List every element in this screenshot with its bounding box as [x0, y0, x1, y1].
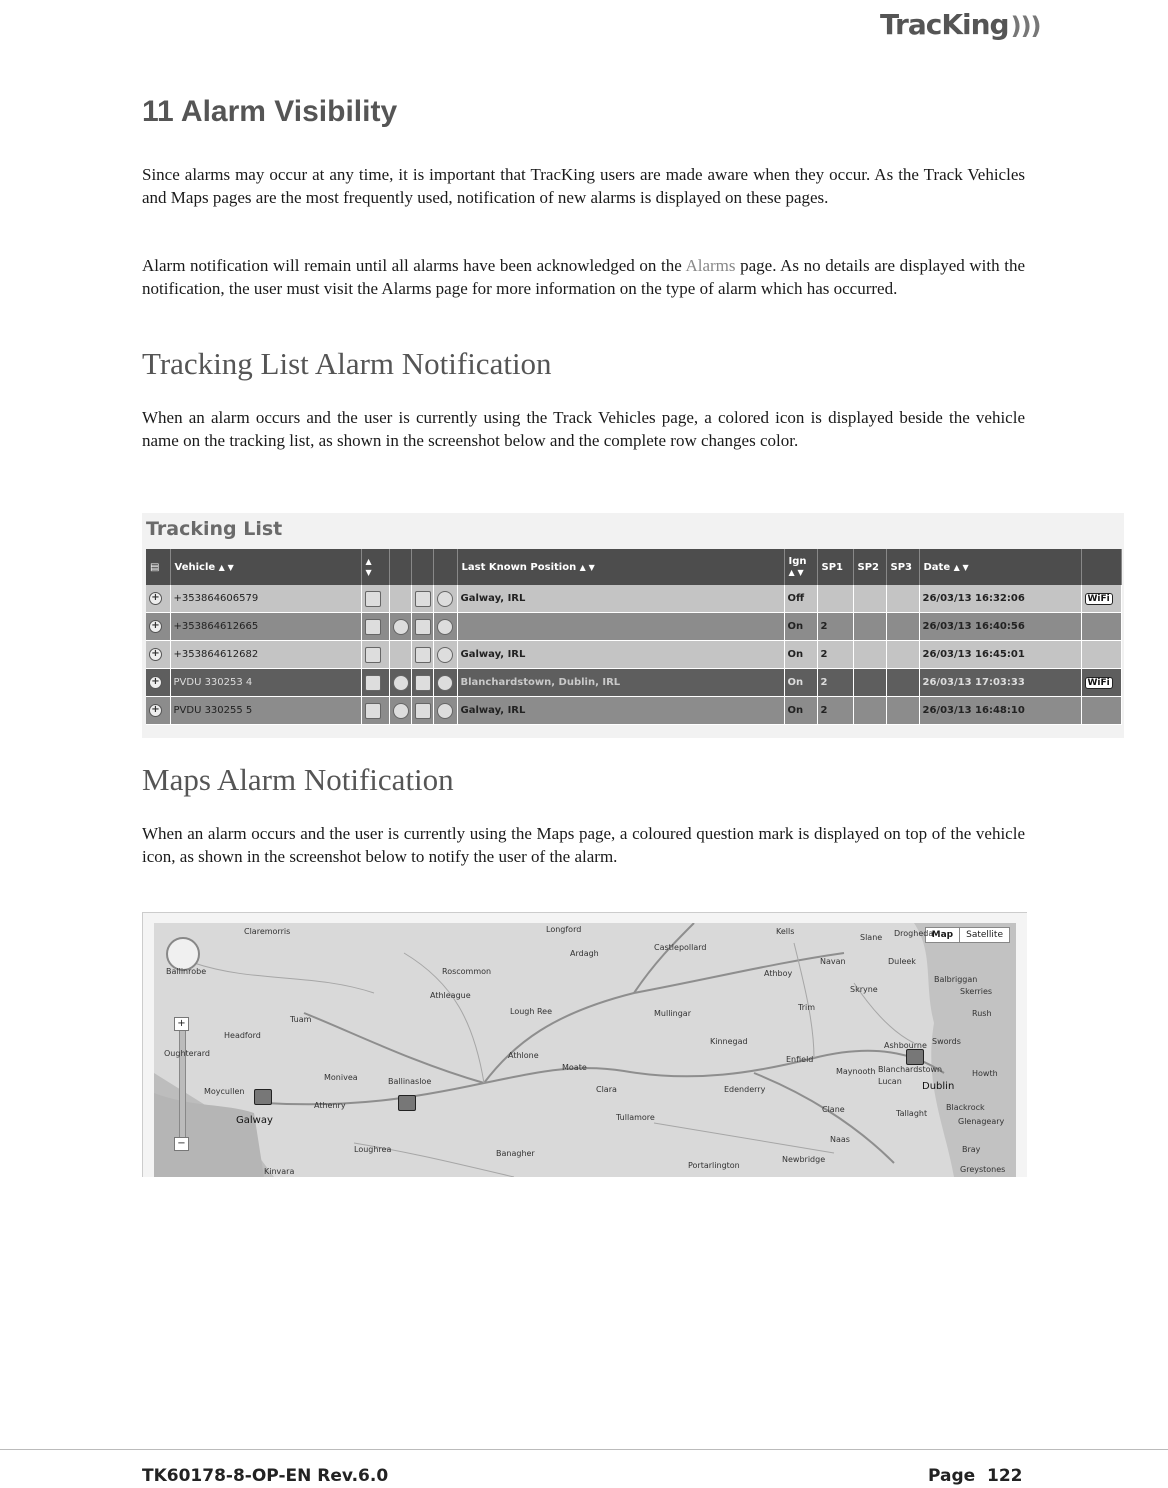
tracking-logo: TracKing))) [880, 8, 1041, 41]
map-place-label: Blackrock [946, 1103, 985, 1112]
table-row[interactable] [146, 669, 1121, 697]
ignition-status: On [784, 697, 817, 725]
select-all-icon[interactable]: ▤ [146, 549, 170, 585]
map-place-label: Monivea [324, 1073, 358, 1082]
date-value: 26/03/13 17:03:33 [919, 669, 1081, 697]
map-place-label: Ashbourne [884, 1041, 927, 1050]
date-value: 26/03/13 16:32:06 [919, 585, 1081, 613]
expand-icon[interactable]: + [149, 676, 162, 689]
map-place-label: Athenry [314, 1101, 346, 1110]
map-place-label: Drogheda [894, 929, 934, 938]
alarm-icon [393, 703, 409, 719]
locate-icon[interactable] [437, 703, 453, 719]
sort-icon[interactable]: ▲ ▼ [361, 549, 389, 585]
locate-icon[interactable] [437, 675, 453, 691]
map-place-label: Tullamore [616, 1113, 655, 1122]
zoom-slider[interactable] [179, 1019, 186, 1151]
alarm-icon [393, 675, 409, 691]
pan-control-icon[interactable] [166, 937, 200, 971]
vehicle-name: +353864606579 [170, 585, 361, 613]
ignition-status: Off [784, 585, 817, 613]
expand-icon[interactable]: + [149, 704, 162, 717]
map-place-label: Navan [820, 957, 846, 966]
sp3-column-header: SP3 [886, 549, 919, 585]
table-row[interactable] [146, 585, 1121, 613]
map-place-label: Mullingar [654, 1009, 691, 1018]
vehicle-alarm-marker-icon[interactable] [906, 1049, 924, 1065]
date-value: 26/03/13 16:45:01 [919, 641, 1081, 669]
vehicle-name: +353864612665 [170, 613, 361, 641]
map-place-label: Banagher [496, 1149, 535, 1158]
map-place-label: Lough Ree [510, 1007, 553, 1016]
map-place-label: Loughrea [354, 1145, 392, 1154]
map-place-label: Rush [972, 1009, 992, 1018]
map-place-label: Headford [224, 1031, 261, 1040]
map-type-control [925, 927, 1010, 943]
truck-icon [365, 619, 381, 635]
map-place-label: Ardagh [570, 949, 599, 958]
sp1-value [817, 585, 853, 613]
wifi-icon: WiFi [1085, 677, 1113, 689]
map-roads [154, 923, 1016, 1177]
tracking-table [146, 549, 1122, 725]
map-place-label: Edenderry [724, 1085, 766, 1094]
send-icon[interactable] [415, 591, 431, 607]
date-value: 26/03/13 16:40:56 [919, 613, 1081, 641]
map-place-label: Balbriggan [934, 975, 978, 984]
map-panel [142, 912, 1027, 1177]
map-place-label: Clara [596, 1085, 617, 1094]
sp1-value: 2 [817, 669, 853, 697]
intro-paragraph: Since alarms may occur at any time, it is important that TracKing users are made aware when they occur. As the Track Vehicles and Maps pages are the most frequently used, notification of new alarms is displayed on these pages. [142, 165, 1025, 207]
map-place-label: Bray [962, 1145, 981, 1154]
tracking-list-paragraph: When an alarm occurs and the user is currently using the Track Vehicles page, a colored icon is displayed beside the vehicle name on the tracking list, as shown in the screenshot below and the complete row changes color. [142, 408, 1025, 450]
map-place-label: Blanchardstown [878, 1065, 943, 1074]
send-icon[interactable] [415, 619, 431, 635]
locate-icon[interactable] [437, 591, 453, 607]
map-place-label: Clane [822, 1105, 845, 1114]
satellite-button[interactable]: Satellite [966, 930, 1003, 940]
page-number: Page 122 [928, 1466, 1023, 1486]
maps-heading: Maps Alarm Notification [142, 762, 454, 797]
last-position: Galway, IRL [457, 641, 784, 669]
table-header-row [146, 549, 1121, 585]
table-row[interactable] [146, 613, 1121, 641]
table-row[interactable] [146, 641, 1121, 669]
vehicle-name: PVDU 330255 5 [170, 697, 361, 725]
sp1-value: 2 [817, 641, 853, 669]
alarms-link[interactable]: Alarms [685, 256, 736, 275]
locate-icon[interactable] [437, 619, 453, 635]
truck-icon [365, 675, 381, 691]
zoom-in-button[interactable]: + [174, 1017, 189, 1031]
last-position: Blanchardstown, Dublin, IRL [457, 669, 784, 697]
map-place-label: Slane [860, 933, 883, 942]
send-icon[interactable] [415, 647, 431, 663]
map-place-label: Skerries [960, 987, 993, 996]
map-place-label: Kells [776, 927, 795, 936]
map-place-label: Duleek [888, 957, 916, 966]
map-place-label: Naas [830, 1135, 850, 1144]
footer-divider [0, 1449, 1168, 1450]
map-place-label: Howth [972, 1069, 998, 1078]
map-place-label: Greystones [960, 1165, 1006, 1174]
tracking-list-title: Tracking List [146, 518, 283, 540]
expand-icon[interactable]: + [149, 648, 162, 661]
map-canvas[interactable] [154, 923, 1016, 1177]
map-place-label: Tallaght [896, 1109, 928, 1118]
position-column-header[interactable]: Last Known Position ▲ ▼ [457, 549, 784, 585]
map-place-label: Swords [932, 1037, 961, 1046]
vehicle-name: PVDU 330253 4 [170, 669, 361, 697]
alarm-icon [393, 619, 409, 635]
document-id: TK60178-8-OP-EN Rev.6.0 [142, 1466, 389, 1486]
truck-icon [365, 591, 381, 607]
map-place-label: Castlepollard [654, 943, 707, 952]
map-place-label: Maynooth [836, 1067, 876, 1076]
map-button[interactable]: Map [926, 928, 960, 942]
truck-icon [365, 703, 381, 719]
last-position [457, 613, 784, 641]
sp2-column-header: SP2 [853, 549, 886, 585]
ign-column-header[interactable]: Ign ▲ ▼ [784, 549, 817, 585]
expand-icon[interactable]: + [149, 592, 162, 605]
tracking-list-heading: Tracking List Alarm Notification [142, 346, 552, 381]
last-position: Galway, IRL [457, 585, 784, 613]
send-icon[interactable] [415, 675, 431, 691]
map-place-label: Glenageary [958, 1117, 1005, 1126]
sp1-value: 2 [817, 697, 853, 725]
map-place-label: Lucan [878, 1077, 902, 1086]
date-value: 26/03/13 16:48:10 [919, 697, 1081, 725]
map-place-label: Portarlington [688, 1161, 740, 1170]
map-place-label: Skryne [850, 985, 878, 994]
map-place-label: Moate [562, 1063, 587, 1072]
map-place-label: Kinnegad [710, 1037, 748, 1046]
expand-icon[interactable]: + [149, 620, 162, 633]
map-place-label: Galway [236, 1115, 273, 1126]
map-place-label: Longford [546, 925, 582, 934]
send-icon[interactable] [415, 703, 431, 719]
date-column-header[interactable]: Date ▲ ▼ [919, 549, 1081, 585]
sp1-value: 2 [817, 613, 853, 641]
vehicle-alarm-marker-icon[interactable] [398, 1095, 416, 1111]
map-place-label: Athleague [430, 991, 471, 1000]
ignition-status: On [784, 613, 817, 641]
map-place-label: Dublin [922, 1081, 955, 1092]
locate-icon[interactable] [437, 647, 453, 663]
ignition-status: On [784, 641, 817, 669]
ignition-status: On [784, 669, 817, 697]
map-place-label: Oughterard [164, 1049, 210, 1058]
wifi-icon: WiFi [1085, 593, 1113, 605]
map-place-label: Newbridge [782, 1155, 826, 1164]
section-title: 11 Alarm Visibility [142, 95, 398, 128]
table-row[interactable] [146, 697, 1121, 725]
map-place-label: Ballinasloe [388, 1077, 432, 1086]
vehicle-column-header[interactable]: Vehicle ▲ ▼ [170, 549, 361, 585]
tracking-list-panel [142, 513, 1124, 738]
map-place-label: Trim [798, 1003, 816, 1012]
last-position: Galway, IRL [457, 697, 784, 725]
map-place-label: Enfield [786, 1055, 814, 1064]
vehicle-name: +353864612682 [170, 641, 361, 669]
map-place-label: Claremorris [244, 927, 291, 936]
vehicle-alarm-marker-icon[interactable] [254, 1089, 272, 1105]
map-place-label: Roscommon [442, 967, 492, 976]
zoom-out-button[interactable]: − [174, 1137, 189, 1151]
map-place-label: Tuam [290, 1015, 312, 1024]
map-place-label: Athlone [508, 1051, 539, 1060]
alarm-notification-paragraph: Alarm notification will remain until all alarms have been acknowledged on the Alarms page. As no details are displayed with the notification, the user must visit the Alarms page for more information on the type of alarm which has occurred. [142, 256, 1025, 298]
map-place-label: Athboy [764, 969, 793, 978]
sp1-column-header: SP1 [817, 549, 853, 585]
maps-paragraph: When an alarm occurs and the user is currently using the Maps page, a coloured question mark is displayed on top of the vehicle icon, as shown in the screenshot below to notify the user of the alarm. [142, 824, 1025, 866]
truck-icon [365, 647, 381, 663]
map-place-label: Kinvara [264, 1167, 295, 1176]
map-place-label: Ballinrobe [166, 967, 207, 976]
map-place-label: Moycullen [204, 1087, 245, 1096]
